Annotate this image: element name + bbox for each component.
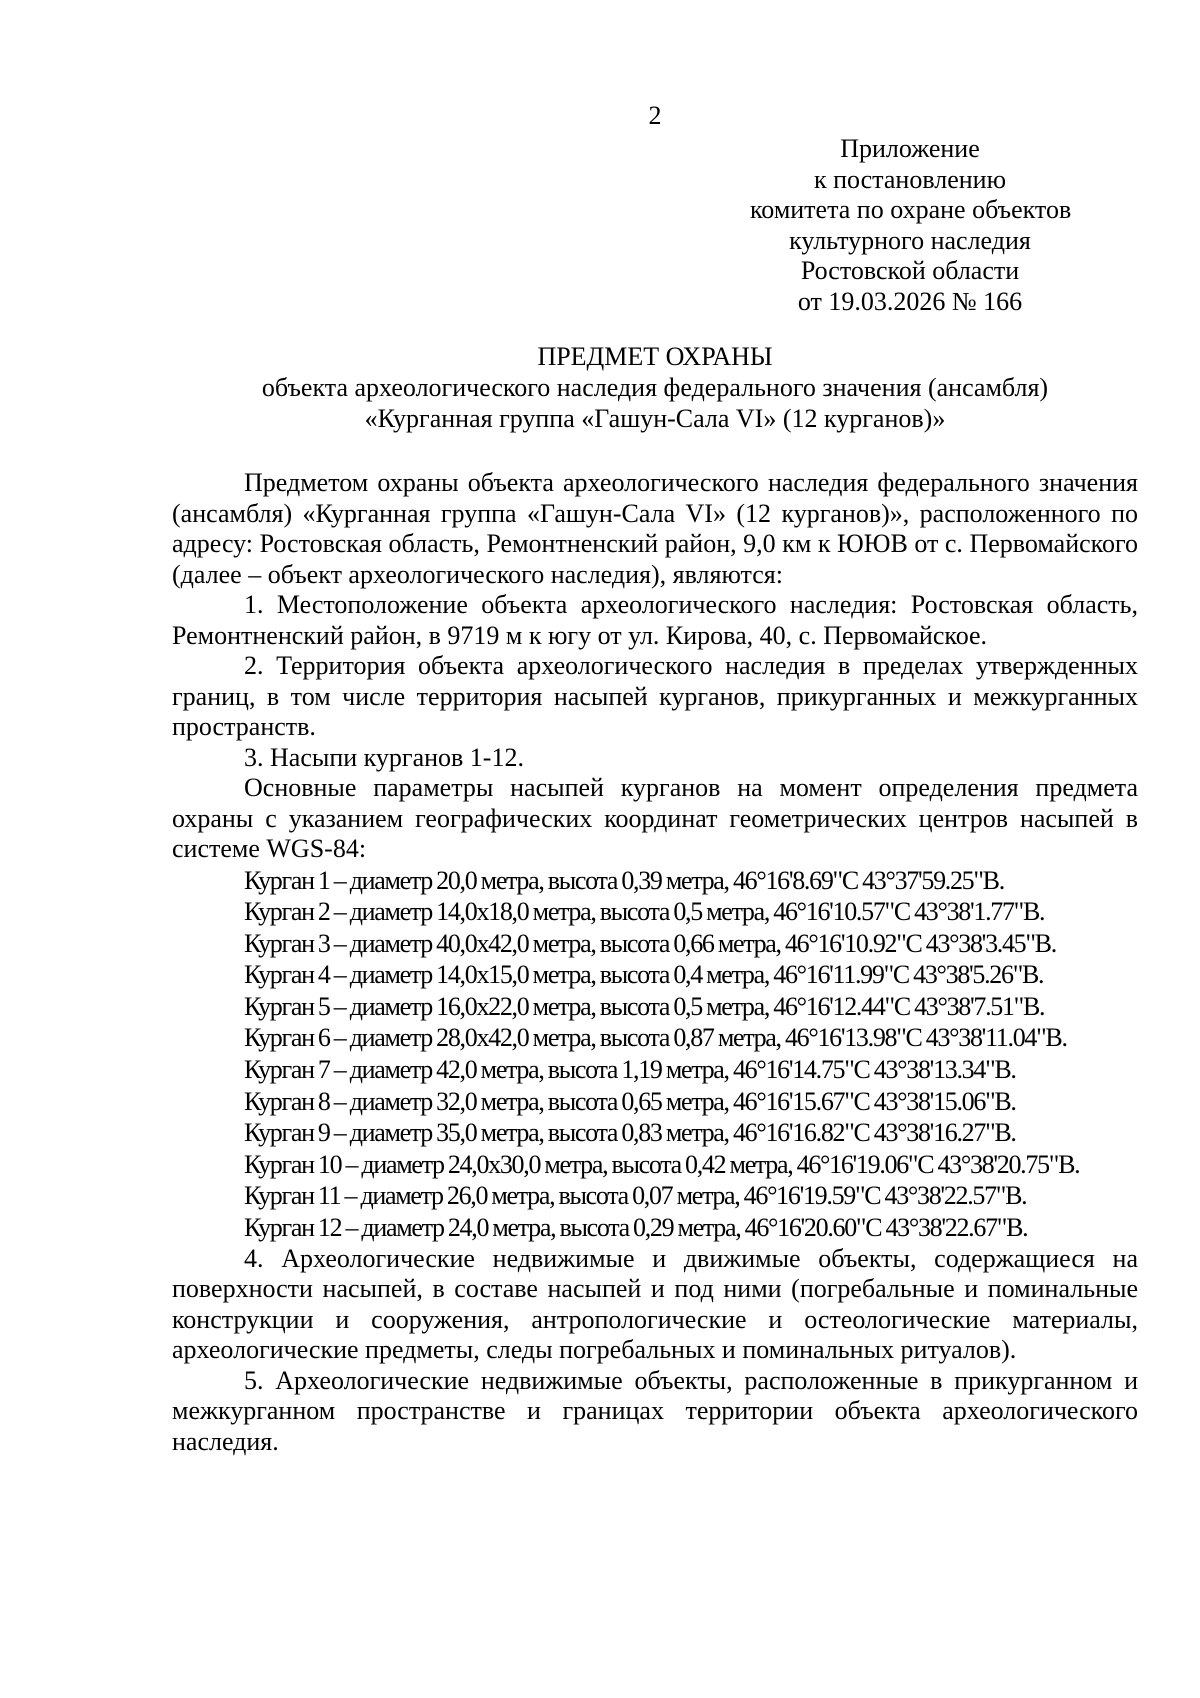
document-title: ПРЕДМЕТ ОХРАНЫ (537, 342, 773, 371)
intro-paragraph: Предметом охраны объекта археологического наследия федерального значения (ансамбля) «Курганная группа «Гашун-Сала VI» (12 курганов)», расположенного по адресу: Ростовская область, Ремонтненский район, 9,0 км к ЮЮВ от с. Первомайского (далее – объект археологического наследия), являются: (172, 468, 1138, 589)
annex-line: комитета по охране объектов (750, 195, 1072, 224)
kurgan-item: Курган 5 – диаметр 16,0х22,0 метра, высота 0,5 метра, 46°16'12.44"С 43°38'7.51"В. (244, 991, 1045, 1021)
kurgan-item: Курган 3 – диаметр 40,0х42,0 метра, высота 0,66 метра, 46°16'10.92"С 43°38'3.45"В. (244, 928, 1056, 958)
params-intro-paragraph: Основные параметры насыпей курганов на момент определения предмета охраны с указанием географических координат геометрических центров насыпей в системе WGS-84: (172, 773, 1138, 863)
kurgan-item: Курган 7 – диаметр 42,0 метра, высота 1,19 метра, 46°16'14.75"С 43°38'13.34"В. (244, 1055, 1016, 1085)
kurgan-item: Курган 9 – диаметр 35,0 метра, высота 0,83 метра, 46°16'16.82"С 43°38'16.27"В. (244, 1118, 1016, 1148)
kurgan-item: Курган 1 – диаметр 20,0 метра, высота 0,39 метра, 46°16'8.69"С 43°37'59.25"В. (244, 865, 1004, 895)
document-heading (172, 341, 1138, 434)
item-archaeological-objects: 4. Археологические недвижимые и движимые объекты, содержащиеся на поверхности насыпей, в составе насыпей и под ними (погребальные и поминальные конструкции и сооружения, антропологические и остеологические материалы, археологические предметы, следы погребальных и поминальных ритуалов). (172, 1243, 1138, 1365)
item-immovable-objects: 5. Археологические недвижимые объекты, расположенные в прикурганном и межкурганном пространстве и границах территории объекта археологического наследия. (172, 1365, 1138, 1456)
document-body (172, 468, 1138, 1457)
kurgan-item: Курган 8 – диаметр 32,0 метра, высота 0,65 метра, 46°16'15.67"С 43°38'15.06"В. (244, 1086, 1016, 1116)
kurgan-item: Курган 6 – диаметр 28,0х42,0 метра, высота 0,87 метра, 46°16'13.98"С 43°38'11.04"В. (244, 1023, 1067, 1053)
item-location: 1. Местоположение объекта археологического наследия: Ростовская область, Ремонтненский район, в 9719 м к югу от ул. Кирова, 40, с. Первомайское. (172, 590, 1138, 650)
annex-line: Приложение (840, 134, 980, 163)
page-number: 2 (648, 101, 662, 130)
annex-block (750, 134, 1070, 317)
kurgan-item: Курган 10 – диаметр 24,0х30,0 метра, высота 0,42 метра, 46°16'19.06"С 43°38'20.75"В. (244, 1149, 1080, 1179)
kurgan-item: Курган 4 – диаметр 14,0х15,0 метра, высота 0,4 метра, 46°16'11.99"С 43°38'5.26"В. (244, 960, 1044, 990)
annex-line: Ростовской области (800, 256, 1020, 285)
annex-line: культурного наследия (789, 225, 1031, 255)
document-subtitle-line: «Курганная группа «Гашун-Сала VI» (12 курганов)» (364, 404, 946, 433)
annex-line: от 19.03.2026 № 166 (797, 286, 1023, 316)
kurgan-list (172, 865, 1138, 1244)
item-mounds: 3. Насыпи курганов 1-12. (244, 742, 524, 772)
annex-line: к постановлению (813, 164, 1007, 194)
item-territory: 2. Территория объекта археологического наследия в пределах утвержденных границ, в том числе территория насыпей курганов, прикурганных и межкурганных пространств. (172, 651, 1138, 741)
kurgan-item: Курган 11 – диаметр 26,0 метра, высота 0,07 метра, 46°16'19.59"С 43°38'22.57"В. (244, 1181, 1027, 1211)
kurgan-item: Курган 2 – диаметр 14,0х18,0 метра, высота 0,5 метра, 46°16'10.57"С 43°38'1.77"В. (244, 897, 1045, 927)
kurgan-item: Курган 12 – диаметр 24,0 метра, высота 0,29 метра, 46°16'20.60"С 43°38'22.67"В. (244, 1213, 1028, 1243)
document-subtitle-line: объекта археологического наследия федерального значения (ансамбля) (261, 373, 1049, 402)
